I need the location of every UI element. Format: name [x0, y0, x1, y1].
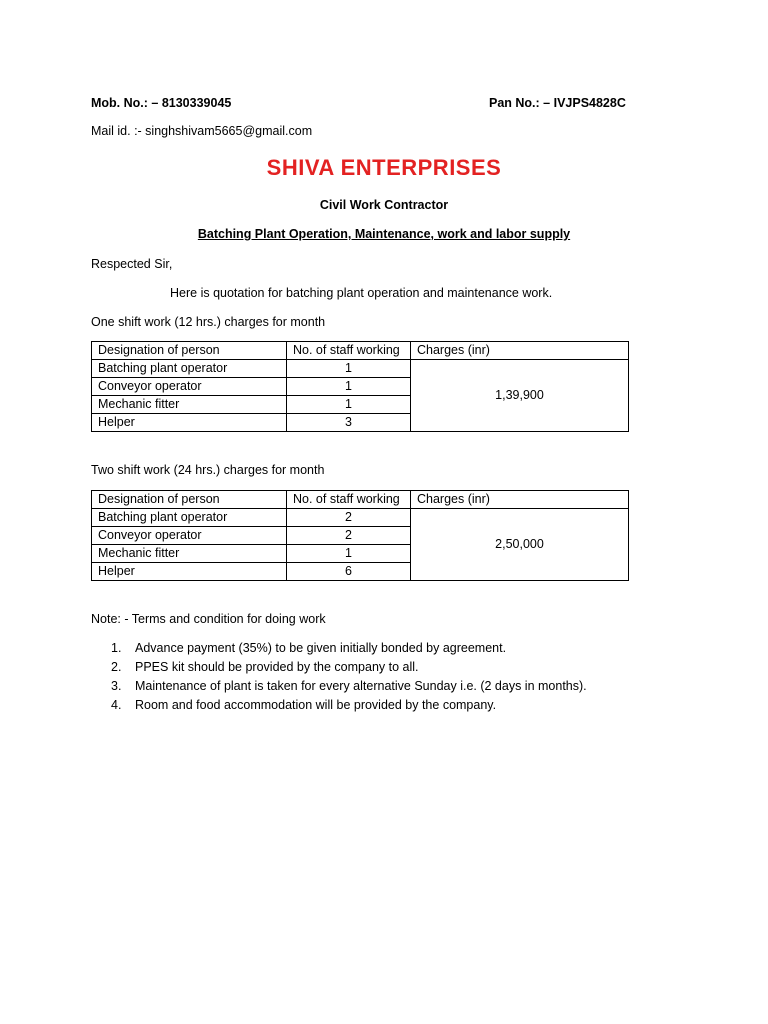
- designation-cell: Mechanic fitter: [92, 396, 287, 414]
- company-name: SHIVA ENTERPRISES: [266, 155, 502, 180]
- staff-count-cell: 3: [287, 414, 411, 432]
- table-row: [92, 509, 629, 527]
- company-subtitle: Civil Work Contractor: [319, 198, 449, 212]
- two-shift-table: [91, 490, 629, 581]
- designation-cell: Helper: [92, 414, 287, 432]
- column-header: Designation of person: [92, 491, 287, 509]
- company-services: Batching Plant Operation, Maintenance, work and labor supply: [197, 227, 571, 241]
- list-item: [91, 696, 587, 715]
- table-row: [92, 360, 629, 378]
- column-header: Charges (inr): [411, 342, 629, 360]
- list-item: [91, 639, 587, 658]
- item-number: 1.: [111, 641, 122, 655]
- designation-cell: Batching plant operator: [92, 360, 287, 378]
- staff-count-cell: 1: [287, 396, 411, 414]
- staff-count-cell: 2: [287, 527, 411, 545]
- pan-number: Pan No.: – IVJPS4828C: [489, 96, 626, 110]
- mail-id: Mail id. :- singhshivam5665@gmail.com: [91, 124, 313, 138]
- note-heading: Note: - Terms and condition for doing work: [91, 612, 326, 626]
- designation-cell: Batching plant operator: [92, 509, 287, 527]
- designation-cell: Mechanic fitter: [92, 545, 287, 563]
- column-header: Charges (inr): [411, 491, 629, 509]
- salutation: Respected Sir,: [91, 257, 173, 271]
- staff-count-cell: 1: [287, 378, 411, 396]
- terms-list: [91, 639, 587, 715]
- item-number: 4.: [111, 698, 122, 712]
- table-header-row: [92, 491, 629, 509]
- column-header: No. of staff working: [287, 342, 411, 360]
- two-shift-heading: Two shift work (24 hrs.) charges for month: [91, 463, 325, 477]
- staff-count-cell: 1: [287, 360, 411, 378]
- list-item: [91, 658, 587, 677]
- item-text: PPES kit should be provided by the company to all.: [135, 660, 419, 674]
- staff-count-cell: 1: [287, 545, 411, 563]
- mobile-number: Mob. No.: – 8130339045: [91, 96, 232, 110]
- one-shift-table: [91, 341, 629, 432]
- item-text: Advance payment (35%) to be given initially bonded by agreement.: [135, 641, 507, 655]
- item-text: Room and food accommodation will be provided by the company.: [135, 698, 497, 712]
- one-shift-heading: One shift work (12 hrs.) charges for month: [91, 315, 326, 329]
- staff-count-cell: 2: [287, 509, 411, 527]
- designation-cell: Conveyor operator: [92, 378, 287, 396]
- charges-cell: 2,50,000: [411, 509, 629, 581]
- list-item: [91, 677, 587, 696]
- designation-cell: Conveyor operator: [92, 527, 287, 545]
- charges-cell: 1,39,900: [411, 360, 629, 432]
- staff-count-cell: 6: [287, 563, 411, 581]
- item-number: 3.: [111, 679, 122, 693]
- column-header: No. of staff working: [287, 491, 411, 509]
- table-header-row: [92, 342, 629, 360]
- designation-cell: Helper: [92, 563, 287, 581]
- item-number: 2.: [111, 660, 122, 674]
- item-text: Maintenance of plant is taken for every alternative Sunday i.e. (2 days in months).: [135, 679, 587, 693]
- column-header: Designation of person: [92, 342, 287, 360]
- intro-text: Here is quotation for batching plant operation and maintenance work.: [170, 286, 553, 300]
